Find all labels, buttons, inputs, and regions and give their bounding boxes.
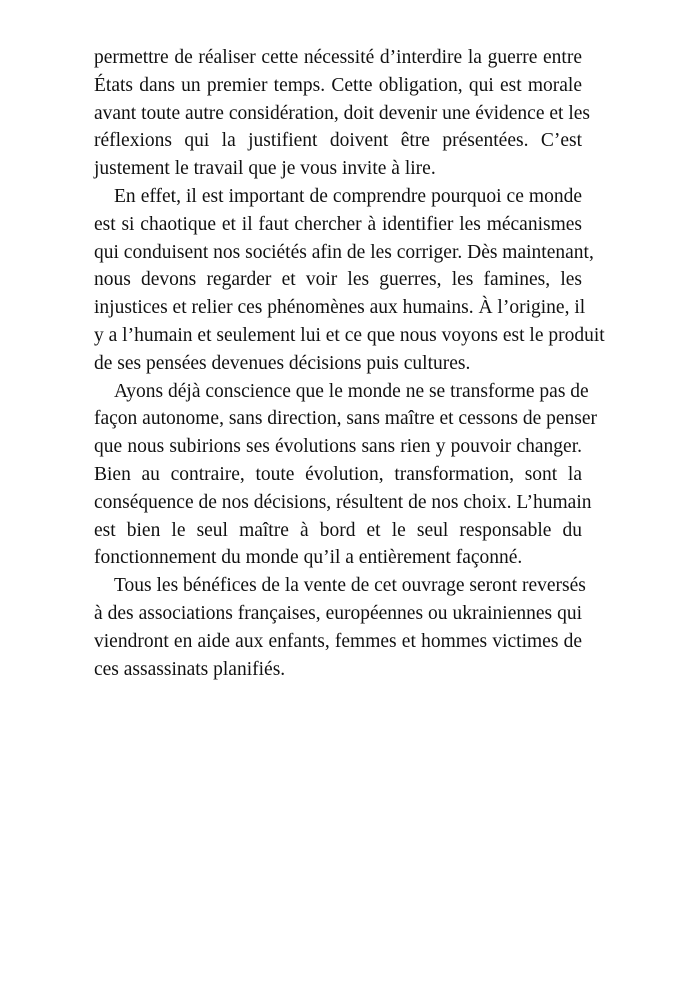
- document-page: [94, 44, 605, 683]
- text-line: qui conduisent nos sociétés afin de les corriger. Dès maintenant,: [94, 241, 594, 263]
- paragraph: [94, 378, 598, 573]
- text-line: y a l’humain et seulement lui et ce que nous voyons est le produit: [94, 324, 605, 346]
- text-line: justement le travail que je vous invite à lire.: [94, 158, 436, 180]
- text-line: Ayons déjà conscience que le monde ne se transforme pas de: [114, 380, 589, 402]
- text-line: est si chaotique et il faut chercher à identifier les mécanismes: [94, 213, 582, 235]
- text-line: En effet, il est important de comprendre pourquoi ce monde: [114, 185, 582, 207]
- text-line: Tous les bénéfices de la vente de cet ouvrage seront reversés: [114, 575, 586, 597]
- text-line: nous devons regarder et voir les guerres, les famines, les: [94, 269, 582, 291]
- text-line: avant toute autre considération, doit devenir une évidence et les: [94, 102, 590, 124]
- text-line: Bien au contraire, toute évolution, transformation, sont la: [94, 463, 582, 485]
- paragraph: [94, 572, 586, 683]
- text-line: est bien le seul maître à bord et le seul responsable du: [94, 519, 582, 541]
- paragraph: [94, 183, 605, 378]
- text-line: de ses pensées devenues décisions puis cultures.: [94, 352, 471, 374]
- text-line: façon autonome, sans direction, sans maître et cessons de penser: [94, 408, 598, 430]
- text-line: conséquence de nos décisions, résultent de nos choix. L’humain: [94, 491, 592, 513]
- text-line: permettre de réaliser cette nécessité d’interdire la guerre entre: [94, 47, 582, 68]
- text-line: États dans un premier temps. Cette obligation, qui est morale: [94, 74, 582, 96]
- text-line: à des associations françaises, européennes ou ukrainiennes qui: [94, 602, 582, 624]
- paragraph: [94, 44, 590, 183]
- text-line: réflexions qui la justifient doivent être présentées. C’est: [94, 130, 582, 152]
- text-line: que nous subirions ses évolutions sans rien y pouvoir changer.: [94, 436, 582, 458]
- text-line: viendront en aide aux enfants, femmes et hommes victimes de: [94, 630, 582, 652]
- text-line: ces assassinats planifiés.: [94, 658, 286, 680]
- text-line: injustices et relier ces phénomènes aux humains. À l’origine, il: [94, 297, 586, 319]
- text-line: fonctionnement du monde qu’il a entièrement façonné.: [94, 547, 523, 569]
